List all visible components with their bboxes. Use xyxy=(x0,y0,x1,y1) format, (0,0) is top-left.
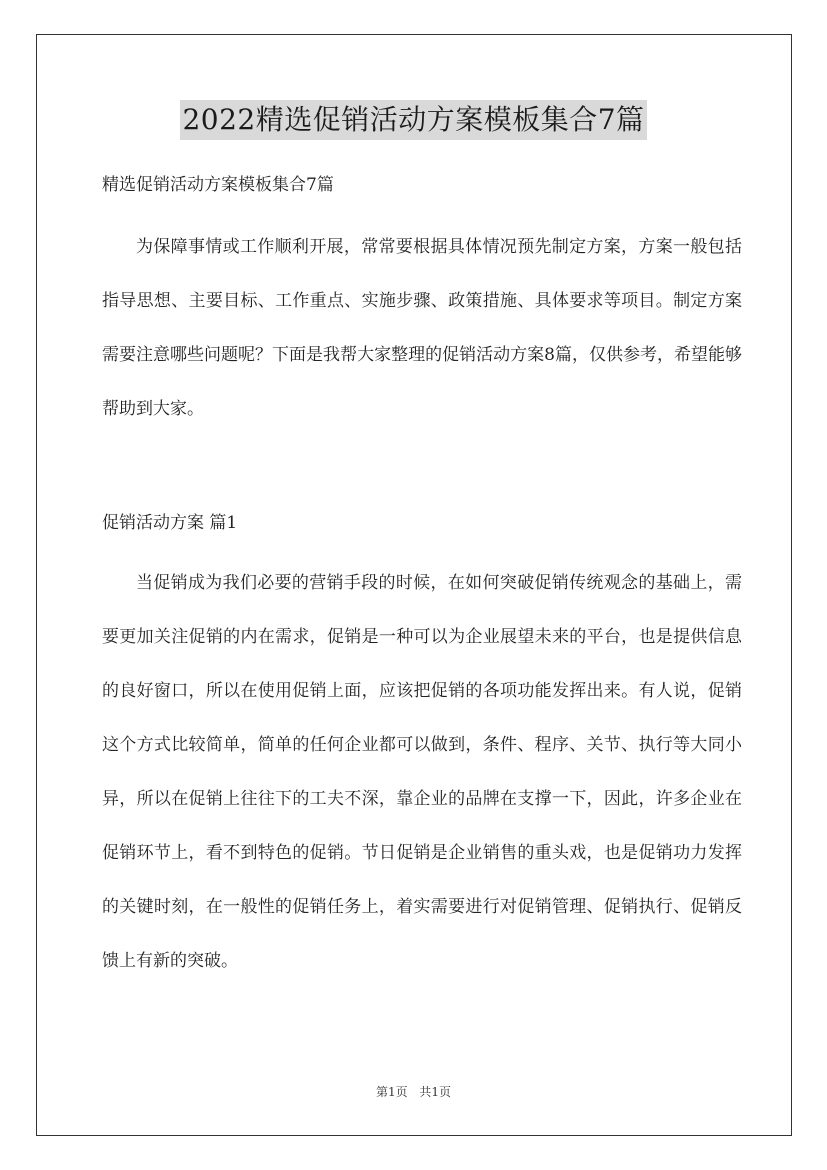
document-body xyxy=(102,172,742,988)
total-pages: 共1页 xyxy=(419,1085,452,1099)
intro-paragraph: 为保障事情或工作顺利开展，常常要根据具体情况预先制定方案，方案一般包括指导思想、主要目标、工作重点、实施步骤、政策措施、具体要求等项目。制定方案需要注意哪些问题呢？下面是我帮大家整理的促销活动方案8篇，仅供参考，希望能够帮助到大家。 xyxy=(102,237,742,419)
title-container xyxy=(0,100,827,140)
page-number: 第1页 xyxy=(375,1085,408,1099)
section-1-paragraph: 当促销成为我们必要的营销手段的时候，在如何突破促销传统观念的基础上，需要更加关注促销的内在需求，促销是一种可以为企业展望未来的平台，也是提供信息的良好窗口，所以在使用促销上面，应该把促销的各项功能发挥出来。有人说，促销这个方式比较简单，简单的任何企业都可以做到，条件、程序、关节、执行等大同小异，所以在促销上往往下的工夫不深，靠企业的品牌在支撑一下，因此，许多企业在促销环节上，看不到特色的促销。节日促销是企业销售的重头戏，也是促销功力发挥的关键时刻，在一般性的促销任务上，着实需要进行对促销管理、促销执行、促销反馈上有新的突破。 xyxy=(102,573,742,971)
document-title: 2022精选促销活动方案模板集合7篇 xyxy=(180,100,646,140)
document-subtitle: 精选促销活动方案模板集合7篇 xyxy=(102,175,334,195)
section-heading-1: 促销活动方案 篇1 xyxy=(102,513,238,533)
page-footer xyxy=(0,1084,827,1100)
